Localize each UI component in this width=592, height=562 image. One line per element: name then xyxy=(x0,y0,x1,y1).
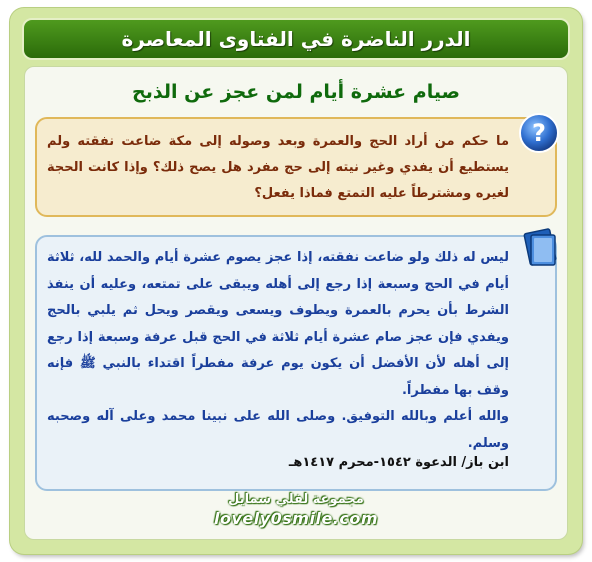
answer-text xyxy=(47,245,509,457)
svg-text:?: ? xyxy=(532,119,546,147)
fatwa-card xyxy=(10,8,582,554)
question-box xyxy=(35,117,557,217)
content-panel xyxy=(24,66,568,540)
header-bar xyxy=(22,18,570,60)
footer-arabic: مجموعة لفلي سمايل xyxy=(228,492,364,507)
answer-box xyxy=(35,235,557,491)
footer-site-link[interactable]: lovely0smile.com xyxy=(213,509,379,528)
footer-watermark xyxy=(10,486,582,552)
fatwa-source: ابن باز/ الدعوة ١٥٤٢-محرم ١٤١٧هـ xyxy=(288,455,509,470)
article-title: صيام عشرة أيام لمن عجز عن الذبح xyxy=(132,81,460,103)
book-icon xyxy=(517,225,563,271)
answer-closing: والله أعلم وبالله التوفيق. وصلى الله على نبينا محمد وعلى آله وصحبه وسلم. xyxy=(47,409,509,451)
question-text: ما حكم من أراد الحج والعمرة وبعد وصوله إلى مكة ضاعت نفقته ولم يستطيع أن يفدي وغير نيته إلى حج مفرد هل يصح ذلك؟ وإذا كانت الحجة لغيره ومشترطاً عليه التمتع فماذا يفعل؟ xyxy=(47,134,509,201)
header-title: الدرر الناضرة في الفتاوى المعاصرة xyxy=(121,27,471,51)
answer-body: ليس له ذلك ولو ضاعت نفقته، إذا عجز يصوم عشرة أيام والحمد لله، ثلاثة أيام في الحج وسبعة إذا رجع إلى أهله ويبقى على تمتعه، وعليه أن ينفذ الشرط بأن يحرم بالعمرة ويطوف ويسعى ويقصر ويحل ثم يلبي بالحج ويفدي فإن عجز صام عشرة أيام ثلاثة في الحج قبل عرفة وسبعة إذا رجع إلى أهله لأن الأفضل أن يكون يوم عرفة مفطراً اقتداء بالنبي ﷺ فإنه وقف بها مفطراً. xyxy=(47,250,509,398)
question-mark-icon xyxy=(517,111,561,155)
